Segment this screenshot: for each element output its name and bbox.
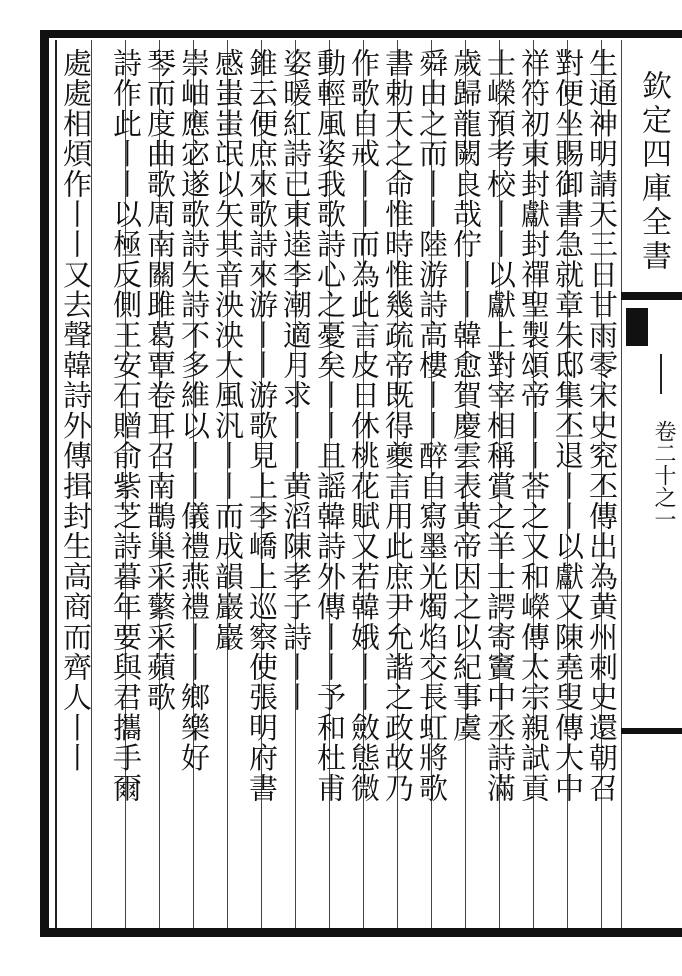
frame-top-border <box>40 30 682 38</box>
column-rule <box>621 40 622 928</box>
frame-bottom-border <box>40 928 682 937</box>
text-column: 琴而度曲歌周南關雎葛覃卷耳召南鵲巢采蘩采蘋歌 <box>143 48 177 713</box>
text-column: 詩作此丨丨以極反側王安石贈俞紫芝詩暮年要與君攜手爾 <box>109 48 143 803</box>
text-column: 錐云便庶來歌詩來游丨丨游歌見上李嶠上巡察使張明府書 <box>245 48 279 803</box>
fish-tail-top <box>621 292 682 300</box>
text-column: 作歌自戒丨丨而為此言皮日休桃花賦又若韓娥丨丨斂態微 <box>347 48 381 803</box>
text-column: 祥符初東封獻封禪聖製頌帝丨丨荅之又和嶸傳太宗親試貢 <box>517 48 551 803</box>
margin-book-title: 欽定四庫全書 <box>636 70 671 274</box>
frame-left-border <box>40 30 49 937</box>
text-column: 崇岫應宓遂歌詩矢詩不多維以丨丨儀禮燕禮丨丨鄉樂好 <box>177 48 211 773</box>
text-column: 生通神明請天三日甘雨零宋史䆓丕傳出為黄州刺史還朝召 <box>585 48 619 803</box>
text-column: 感蚩蚩氓以矢其音泱泱大風汎丨丨而成韻巖巖 <box>211 48 245 652</box>
text-column: 對便坐賜御書急就章朱邸集丕退丨丨以獻又陳堯叟傳大中 <box>551 48 585 803</box>
text-column: 書勅天之命惟時惟幾疏帝既得夔言用此庶尹允諧之政故乃 <box>381 48 415 803</box>
text-column: 動輕風姿我歌詩心之憂矣丨丨且謡韓詩外傳丨丨予和杜甫 <box>313 48 347 803</box>
text-column: 士嶸預考校丨丨以獻上對宰相稱賞之羊士諤寄竇中丞詩滿 <box>483 48 517 803</box>
text-column: 姿暖紅詩已東逵李潮適月求丨丨黄滔陳孝子詩丨丨 <box>279 48 313 713</box>
margin-rule <box>660 354 662 394</box>
fish-tail-bottom <box>621 728 682 734</box>
text-column: 歲歸龍闕良哉佇丨丨韓愈賀慶雲表黄帝因之以紀事虞 <box>449 48 483 743</box>
text-column: 處處相煩作丨丨又去聲韓詩外傳揖封生高商而齊人丨丨 <box>59 48 93 773</box>
text-column: 舜由之而丨丨陸游詩高樓丨丨醉自寫墨光燭焰交長虹將歌 <box>415 48 449 803</box>
margin-volume-label: 卷二十之一 <box>651 420 676 530</box>
frame-inner-line <box>55 40 57 928</box>
fish-tail-mark <box>626 308 648 346</box>
